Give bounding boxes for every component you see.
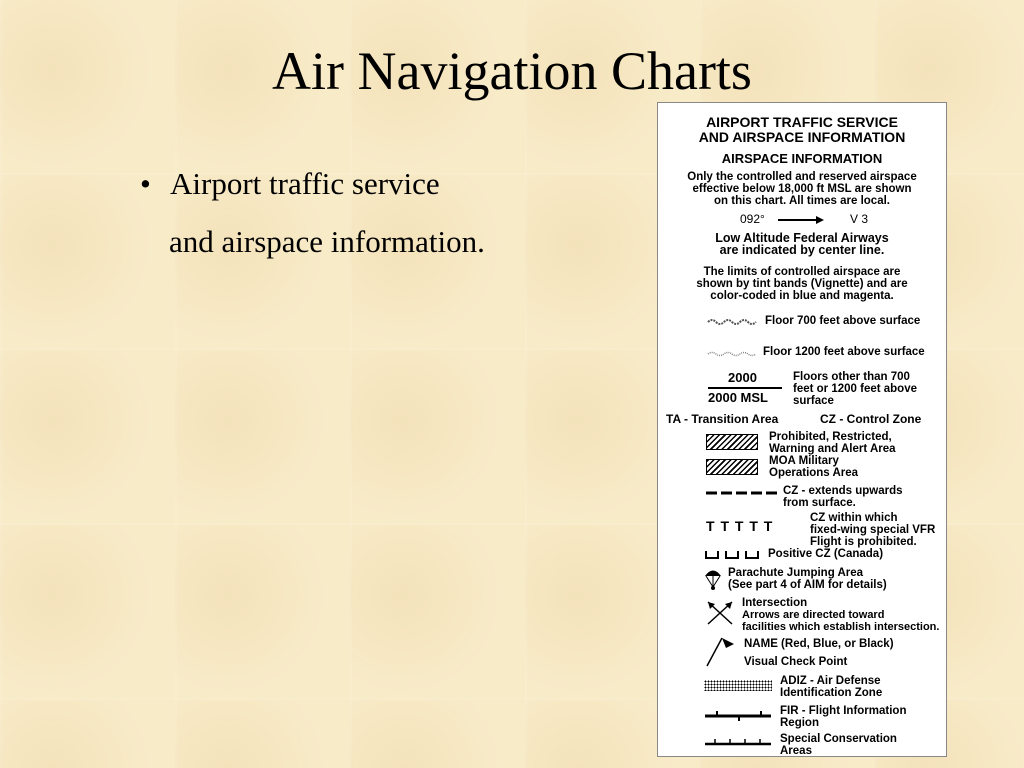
intersection-icon [705,599,735,627]
bullet-marker: • [140,166,151,201]
airway-arrow-icon [776,215,826,225]
floor-1200-vignette-icon [706,348,762,360]
cz-vfr-line-3: Flight is prohibited. [810,536,917,548]
prohibited-line-2: Warning and Alert Area [769,443,896,455]
cz-upwards-line-2: from surface. [783,497,856,509]
limits-line-3: color-coded in blue and magenta. [710,290,894,302]
floors-other-line-3: surface [793,395,834,407]
special-conservation-line-2: Areas [780,745,812,757]
floor-top-value: 2000 [728,370,757,385]
floors-other-line-1: Floors other than 700 [793,371,910,383]
intersection-line-2: Arrows are directed toward [742,609,885,621]
floor-divider [708,387,782,389]
airways-line-2: are indicated by center line. [719,243,885,257]
bullet-text-line2: and airspace information. [169,224,485,259]
floor-700-vignette-icon [706,316,762,328]
moa-line-1: MOA Military [769,455,839,467]
floors-other-line-2: feet or 1200 feet above [793,383,918,395]
legend-heading-3: AIRSPACE INFORMATION [721,151,883,166]
slide-title: Air Navigation Charts [272,41,752,101]
intro-line-2: effective below 18,000 ft MSL are shown [692,183,912,195]
cz-t-symbol: T T T T T [706,518,774,534]
transition-area-label: TA - Transition Area [666,412,779,426]
cz-vfr-line-2: fixed-wing special VFR [810,524,936,536]
cz-vfr-line-1: CZ within which [810,512,898,524]
special-conservation-line-1: Special Conservation [780,733,897,745]
floor-1200-label: Floor 1200 feet above surface [763,346,925,358]
limits-line-1: The limits of controlled airspace are [703,266,901,278]
parachute-icon [703,567,723,591]
cz-dashed-line-icon [704,489,780,497]
adiz-line-2: Identification Zone [780,687,883,699]
airway-name: V 3 [850,212,869,226]
bullet-list [140,155,485,271]
airways-line-1: Low Altitude Federal Airways [715,231,889,245]
bullet-item [140,155,485,213]
intersection-line-3: facilities which establish intersection. [742,621,940,633]
parachute-line-2: (See part 4 of AIM for details) [728,579,887,591]
intro-line-3: on this chart. All times are local. [714,195,890,207]
floor-700-label: Floor 700 feet above surface [765,315,921,327]
cz-upwards-line-1: CZ - extends upwards [783,485,903,497]
limits-line-2: shown by tint bands (Vignette) and are [696,278,908,290]
airway-bearing: 092° [740,212,765,226]
intersection-line-1: Intersection [742,597,808,609]
visual-check-point-flag-icon [704,633,740,669]
moa-hatch-icon [706,459,758,475]
adiz-line-1: ADIZ - Air Defense [780,675,881,687]
prohibited-area-hatch-icon [706,434,758,450]
adiz-dotted-band-icon [704,680,772,691]
intro-line-1: Only the controlled and reserved airspace [687,171,917,183]
positive-cz-label: Positive CZ (Canada) [768,548,884,560]
parachute-line-1: Parachute Jumping Area [728,567,864,579]
fir-line-2: Region [780,717,819,729]
moa-line-2: Operations Area [769,467,859,479]
positive-cz-symbol-icon [704,549,768,561]
legend-heading-2: AND AIRSPACE INFORMATION [698,129,906,145]
fir-line-icon [703,708,773,722]
visual-check-point-label: Visual Check Point [744,656,848,668]
special-conservation-line-icon [703,736,773,748]
control-zone-label: CZ - Control Zone [820,412,922,426]
prohibited-line-1: Prohibited, Restricted, [769,431,892,443]
legend-heading-1: AIRPORT TRAFFIC SERVICE [706,114,898,130]
airspace-legend-panel [657,102,947,757]
bullet-text-line1: Airport traffic service [170,166,440,201]
floor-bottom-value: 2000 MSL [708,390,768,405]
fir-line-1: FIR - Flight Information [780,705,907,717]
name-label: NAME (Red, Blue, or Black) [744,638,894,650]
